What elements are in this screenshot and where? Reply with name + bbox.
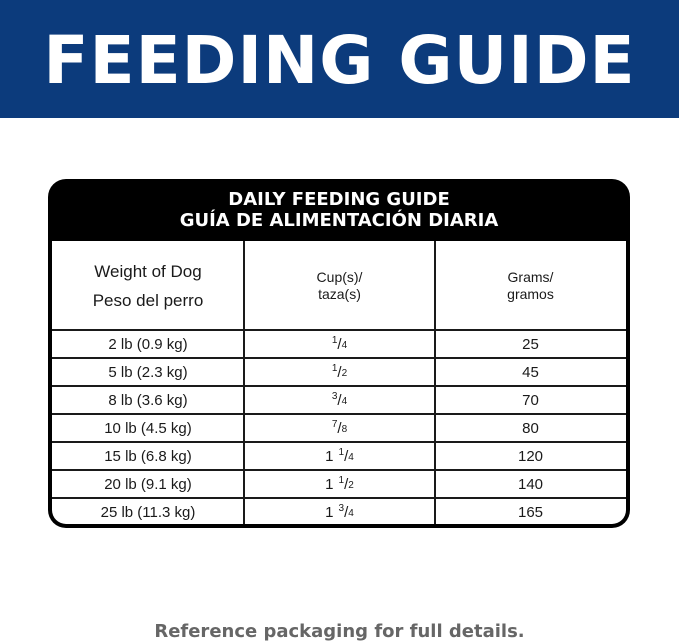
cups-fraction-denominator: 4 [348, 507, 354, 519]
column-header-grams [435, 241, 626, 330]
cups-fraction-numerator: 1 [331, 334, 338, 346]
grams-cell: 45 [522, 363, 539, 381]
footer-note: Reference packaging for full details. [154, 621, 525, 642]
weight-cell: 5 lb (2.3 kg) [108, 363, 188, 381]
grams-cell: 70 [522, 391, 539, 409]
column-header-grams-es: gramos [507, 285, 554, 302]
table-row [52, 330, 626, 358]
page-title: FEEDING GUIDE [43, 22, 636, 99]
grams-cell: 80 [522, 419, 539, 437]
table-row [52, 358, 626, 386]
cups-fraction-denominator: 4 [341, 339, 348, 351]
cups-cell [244, 330, 435, 358]
feeding-guide-table [48, 179, 630, 528]
column-header-cups-es: taza(s) [318, 285, 361, 302]
cups-fraction-denominator: 2 [341, 367, 348, 379]
column-header-cups-en: Cup(s)/ [316, 268, 363, 285]
table-body [52, 241, 626, 524]
weight-cell: 2 lb (0.9 kg) [108, 335, 188, 353]
column-header-grams-en: Grams/ [507, 268, 554, 285]
weight-cell: 10 lb (4.5 kg) [104, 419, 192, 437]
cups-cell [244, 442, 435, 470]
cups-fraction-denominator: 4 [341, 395, 348, 407]
grams-cell: 25 [522, 335, 539, 353]
cups-whole: 1 [325, 475, 334, 493]
cups-cell [244, 470, 435, 498]
column-header-weight-es: Peso del perro [92, 290, 204, 310]
grams-cell: 120 [517, 447, 544, 465]
table-title-spanish: GUÍA DE ALIMENTACIÓN DIARIA [179, 210, 499, 231]
cups-fraction-slash: / [344, 475, 349, 493]
cups-cell [244, 386, 435, 414]
column-header-weight [52, 241, 244, 330]
cups-fraction-slash: / [344, 447, 349, 465]
cups-fraction-denominator: 2 [348, 479, 354, 491]
cups-fraction-slash: / [337, 335, 342, 353]
cups-fraction-slash: / [337, 391, 342, 409]
table-row [52, 470, 626, 498]
cups-cell [244, 358, 435, 386]
weight-cell: 8 lb (3.6 kg) [108, 391, 188, 409]
table-title [48, 179, 630, 241]
cups-fraction-slash: / [344, 503, 349, 521]
cups-fraction-numerator: 1 [331, 362, 338, 374]
cups-cell [244, 414, 435, 442]
column-header-cups [244, 241, 435, 330]
table-row [52, 414, 626, 442]
cups-whole: 1 [325, 447, 334, 465]
cups-fraction-numerator: 3 [331, 390, 338, 402]
cups-whole: 1 [325, 503, 334, 521]
cups-fraction-denominator: 8 [341, 423, 348, 435]
table-row [52, 442, 626, 470]
table-row [52, 386, 626, 414]
cups-fraction-numerator: 1 [338, 446, 345, 458]
grams-cell: 140 [517, 475, 544, 493]
table-row [52, 498, 626, 524]
cups-fraction-denominator: 4 [348, 451, 354, 463]
cups-fraction-numerator: 3 [338, 502, 345, 514]
weight-cell: 20 lb (9.1 kg) [104, 475, 192, 493]
cups-fraction-numerator: 7 [331, 418, 338, 430]
cups-fraction-numerator: 1 [338, 474, 345, 486]
cups-cell [244, 498, 435, 524]
table-title-english: DAILY FEEDING GUIDE [228, 189, 450, 210]
weight-cell: 25 lb (11.3 kg) [100, 503, 196, 521]
weight-cell: 15 lb (6.8 kg) [104, 447, 192, 465]
cups-fraction-slash: / [337, 363, 342, 381]
cups-fraction-slash: / [337, 419, 342, 437]
column-header-weight-en: Weight of Dog [94, 261, 202, 281]
header-banner [0, 0, 679, 118]
grams-cell: 165 [517, 503, 544, 521]
